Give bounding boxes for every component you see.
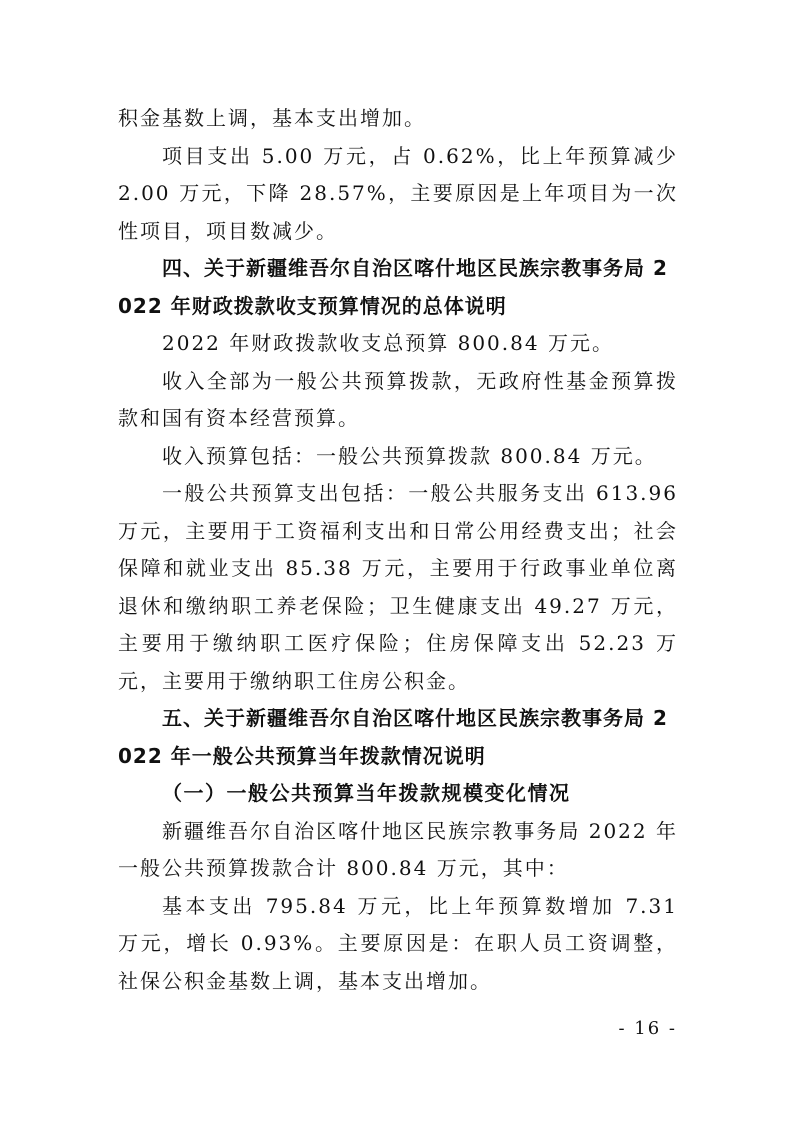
document-body [118,100,678,1000]
paragraph-income-source: 收入全部为一般公共预算拨款，无政府性基金预算拨款和国有资本经营预算。 [118,368,678,430]
paragraph-total-budget: 2022 年财政拨款收支总预算 800.84 万元。 [162,331,614,355]
paragraph-continuation: 积金基数上调，基本支出增加。 [118,106,426,130]
section-heading-4: 四、关于新疆维吾尔自治区喀什地区民族宗教事务局 2022 年财政拨款收支预算情况的总体说明 [118,256,668,318]
paragraph-expenditure-breakdown: 一般公共预算支出包括：一般公共服务支出 613.96 万元，主要用于工资福利支出和日常公用经费支出；社会保障和就业支出 85.38 万元，主要用于行政事业单位离退休和缴纳职工养老保险；卫生健康支出 49.27 万元，主要用于缴纳职工医疗保险；住房保障支出 52.23 万元，主要用于缴纳职工住房公积金。 [118,481,678,693]
paragraph-basic-expenditure: 基本支出 795.84 万元，比上年预算数增加 7.31 万元，增长 0.93%。主要原因是：在职人员工资调整，社保公积金基数上调，基本支出增加。 [118,893,678,993]
paragraph-project-expenditure: 项目支出 5.00 万元，占 0.62%，比上年预算减少 2.00 万元，下降 28.57%，主要原因是上年项目为一次性项目，项目数减少。 [118,143,678,243]
section-heading-5: 五、关于新疆维吾尔自治区喀什地区民族宗教事务局 2022 年一般公共预算当年拨款情况说明 [118,706,668,768]
page-number: - 16 - [618,1018,677,1039]
paragraph-income-budget: 收入预算包括：一般公共预算拨款 800.84 万元。 [162,443,657,468]
subsection-heading-1: （一）一般公共预算当年拨款规模变化情况 [162,781,571,805]
paragraph-appropriation-total: 新疆维吾尔自治区喀什地区民族宗教事务局 2022 年一般公共预算拨款合计 800.84 万元，其中： [118,818,678,880]
